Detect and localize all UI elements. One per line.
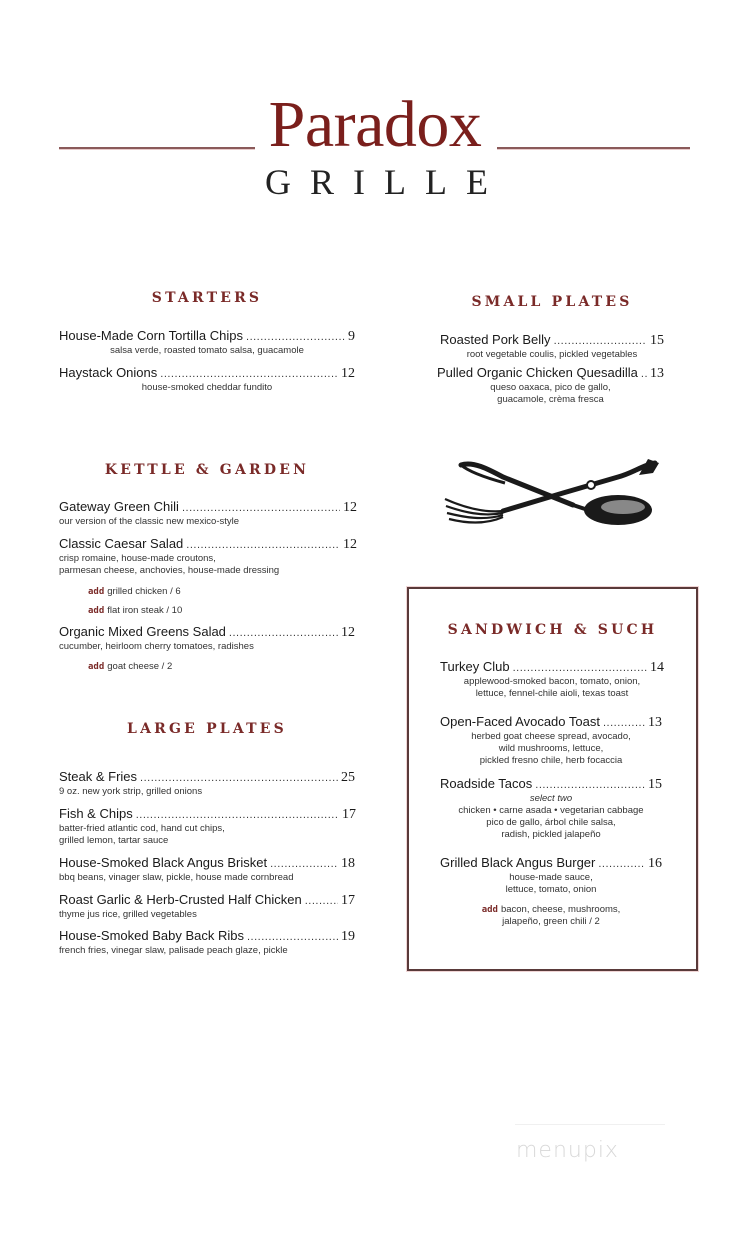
fork-and-spoon-icon [443, 455, 665, 535]
item-name: Roasted Pork Belly [440, 332, 551, 347]
leader-dots [247, 929, 338, 945]
item-description: salsa verde, roasted tomato salsa, guacamole [110, 345, 304, 356]
item-description: root vegetable coulis, pickled vegetables [466, 349, 638, 360]
item-description: 9 oz. new york strip, grilled onions [59, 786, 203, 797]
watermark-logo: menupix [516, 1138, 619, 1163]
addon-option [88, 661, 172, 673]
item-name: Classic Caesar Salad [59, 536, 184, 551]
section-title-small-plates: SMALL PLATES [471, 294, 633, 310]
leader-dots [554, 333, 647, 349]
leader-dots [229, 625, 338, 641]
menu-item [59, 769, 355, 798]
menu-item [440, 714, 662, 767]
menu-item [59, 855, 355, 884]
item-description: house-smoked cheddar fundito [141, 382, 273, 393]
item-description: cucumber, heirloom cherry tomatoes, radishes [59, 641, 254, 652]
item-name: House-Smoked Baby Back Ribs [59, 928, 244, 943]
item-price: 9 [348, 329, 355, 344]
item-description: lettuce, fennel-chile aioli, texas toast [475, 688, 629, 699]
item-name: House-Made Corn Tortilla Chips [59, 328, 244, 343]
menu-item [440, 332, 664, 361]
addon-option [440, 904, 662, 916]
section-title-large-plates: LARGE PLATES [127, 721, 287, 737]
leader-dots [136, 807, 339, 823]
leader-dots [598, 856, 645, 872]
item-price: 12 [343, 500, 357, 515]
item-price: 25 [341, 770, 355, 785]
item-description: bbq beans, vinager slaw, pickle, house made cornbread [59, 872, 294, 883]
addon-text: grilled chicken / 6 [107, 586, 181, 597]
menu-item [440, 659, 664, 700]
leader-dots [246, 329, 345, 345]
menu-item [440, 855, 662, 928]
item-description: herbed goat cheese spread, avocado, [471, 731, 631, 742]
addon-text: flat iron steak / 10 [107, 605, 183, 616]
menu-item [59, 536, 357, 577]
section-title-kettle-garden: KETTLE & GARDEN [104, 462, 310, 478]
item-price: 18 [341, 856, 355, 871]
item-name: Gateway Green Chili [59, 499, 179, 514]
watermark-rule [515, 1124, 665, 1125]
item-description: radish, pickled jalapeño [501, 829, 601, 840]
item-name: Grilled Black Angus Burger [440, 855, 596, 870]
menu-item [59, 499, 357, 528]
item-description: house-made sauce, [509, 872, 593, 883]
restaurant-subtitle: GRILLE [265, 162, 507, 202]
item-price: 14 [650, 660, 664, 675]
addon-label: add [88, 587, 105, 597]
item-description: wild mushrooms, lettuce, [498, 743, 604, 754]
leader-dots [160, 366, 338, 382]
leader-dots [603, 715, 645, 731]
item-description: pico de gallo, árbol chile salsa, [486, 817, 616, 828]
item-description: chicken • carne asada • vegetarian cabbage [458, 805, 644, 816]
menu-item [59, 365, 355, 394]
item-name: Organic Mixed Greens Salad [59, 624, 226, 639]
item-price: 15 [648, 777, 662, 792]
item-name: Roast Garlic & Herb-Crusted Half Chicken [59, 892, 302, 907]
menu-item [59, 624, 355, 653]
menu-item [59, 328, 355, 357]
item-description: guacamole, crèma fresca [497, 394, 604, 405]
item-price: 16 [648, 856, 662, 871]
item-description: batter-fried atlantic cod, hand cut chips, [59, 823, 225, 834]
addon-text: jalapeño, green chili / 2 [502, 916, 600, 927]
leader-dots [140, 770, 338, 786]
item-name: Pulled Organic Chicken Quesadilla [437, 365, 638, 380]
item-price: 13 [648, 715, 662, 730]
addon-option [88, 586, 181, 598]
item-description: french fries, vinegar slaw, palisade peach glaze, pickle [59, 945, 288, 956]
item-name: Turkey Club [440, 659, 510, 674]
item-name: Steak & Fries [59, 769, 138, 784]
menu-item [437, 365, 664, 406]
addon-label: add [88, 662, 105, 672]
addon-text: goat cheese / 2 [107, 661, 173, 672]
item-description: grilled lemon, tartar sauce [59, 835, 169, 846]
item-price: 12 [343, 537, 357, 552]
leader-dots [270, 856, 338, 872]
addon-text: bacon, cheese, mushrooms, [500, 904, 621, 915]
menu-item [59, 892, 355, 921]
menu-item [59, 928, 355, 957]
item-price: 15 [650, 333, 664, 348]
leader-dots [182, 500, 340, 516]
leader-dots [513, 660, 647, 676]
addon-option [440, 916, 662, 928]
section-title-sandwich: SANDWICH & SUCH [447, 622, 658, 638]
item-price: 12 [341, 366, 355, 381]
item-price: 13 [650, 366, 664, 381]
item-description: lettuce, tomato, onion [505, 884, 597, 895]
leader-dots [641, 366, 647, 382]
leader-dots [305, 893, 338, 909]
menu-item [59, 806, 356, 847]
item-price: 17 [341, 893, 355, 908]
item-price: 17 [342, 807, 356, 822]
section-title-starters: STARTERS [151, 290, 263, 306]
item-description: pickled fresno chile, herb focaccia [479, 755, 623, 766]
restaurant-name: Paradox [268, 88, 482, 161]
item-price: 19 [341, 929, 355, 944]
item-name: House-Smoked Black Angus Brisket [59, 855, 268, 870]
item-note: select two [529, 793, 573, 804]
item-name: Roadside Tacos [440, 776, 533, 791]
addon-option [88, 605, 182, 617]
item-price: 12 [341, 625, 355, 640]
leader-dots [535, 777, 645, 793]
item-description: thyme jus rice, grilled vegetables [59, 909, 197, 920]
item-name: Haystack Onions [59, 365, 158, 380]
addon-label: add [481, 905, 498, 915]
leader-dots [186, 537, 340, 553]
item-description: applewood-smoked bacon, tomato, onion, [463, 676, 641, 687]
item-description: crisp romaine, house-made croutons, [59, 553, 216, 564]
item-name: Fish & Chips [59, 806, 133, 821]
item-description: our version of the classic new mexico-style [59, 516, 240, 527]
item-description: queso oaxaca, pico de gallo, [490, 382, 611, 393]
item-description: parmesan cheese, anchovies, house-made dressing [59, 565, 280, 576]
addon-label: add [88, 606, 105, 616]
item-name: Open-Faced Avocado Toast [440, 714, 600, 729]
menu-item [440, 776, 662, 841]
